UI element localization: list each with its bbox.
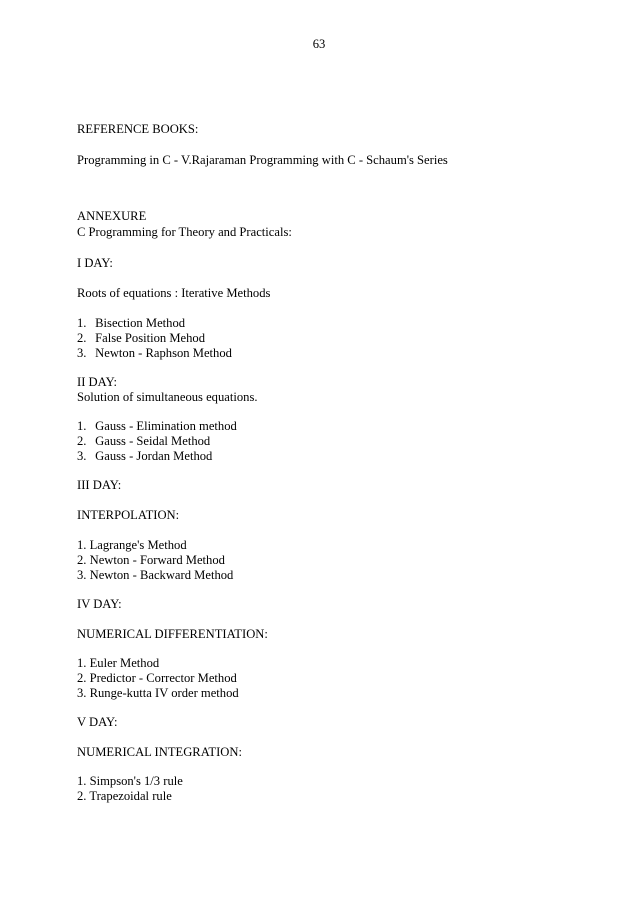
- day5-topic: NUMERICAL INTEGRATION:: [77, 745, 242, 759]
- day1-item-number: 1.: [77, 316, 87, 330]
- day3-heading: III DAY:: [77, 478, 122, 492]
- day4-topic: NUMERICAL DIFFERENTIATION:: [77, 627, 268, 641]
- day2-item-label: Gauss - Elimination method: [95, 419, 237, 433]
- day1-item-number: 3.: [77, 346, 87, 360]
- day5-heading: V DAY:: [77, 715, 118, 729]
- day2-item-number: 2.: [77, 434, 87, 448]
- day1-item: [77, 315, 185, 331]
- day3-topic: INTERPOLATION:: [77, 508, 180, 522]
- day4-item: 2. Predictor - Corrector Method: [77, 671, 237, 685]
- day2-item-label: Gauss - Jordan Method: [95, 449, 213, 463]
- day5-item: 2. Trapezoidal rule: [77, 789, 172, 803]
- day3-item: 3. Newton - Backward Method: [77, 568, 234, 582]
- day3-item: 1. Lagrange's Method: [77, 538, 187, 552]
- day1-topic: Roots of equations : Iterative Methods: [77, 286, 271, 300]
- day1-heading: I DAY:: [77, 256, 113, 270]
- day4-item: 1. Euler Method: [77, 656, 160, 670]
- annexure-subtitle: C Programming for Theory and Practicals:: [77, 225, 292, 239]
- day4-item: 3. Runge-kutta IV order method: [77, 686, 239, 700]
- day2-item-number: 3.: [77, 449, 87, 463]
- day2-item: [77, 448, 212, 464]
- annexure-heading: ANNEXURE: [77, 209, 147, 223]
- day1-item: [77, 345, 232, 361]
- day2-item: [77, 418, 237, 434]
- day1-item-label: Newton - Raphson Method: [95, 346, 232, 360]
- day2-item-label: Gauss - Seidal Method: [95, 434, 211, 448]
- day2-heading: II DAY:: [77, 375, 118, 389]
- page-number: 63: [312, 37, 326, 51]
- day1-item-label: Bisection Method: [95, 316, 186, 330]
- day2-topic: Solution of simultaneous equations.: [77, 390, 258, 404]
- day1-item: [77, 330, 205, 346]
- day5-item: 1. Simpson's 1/3 rule: [77, 774, 183, 788]
- reference-books-heading: REFERENCE BOOKS:: [77, 122, 199, 136]
- day2-item: [77, 433, 210, 449]
- day4-heading: IV DAY:: [77, 597, 122, 611]
- reference-books-text: Programming in C - V.Rajaraman Programming with C - Schaum's Series: [77, 153, 448, 167]
- day1-item-label: False Position Mehod: [95, 331, 206, 345]
- day3-item: 2. Newton - Forward Method: [77, 553, 225, 567]
- day2-item-number: 1.: [77, 419, 87, 433]
- day1-item-number: 2.: [77, 331, 87, 345]
